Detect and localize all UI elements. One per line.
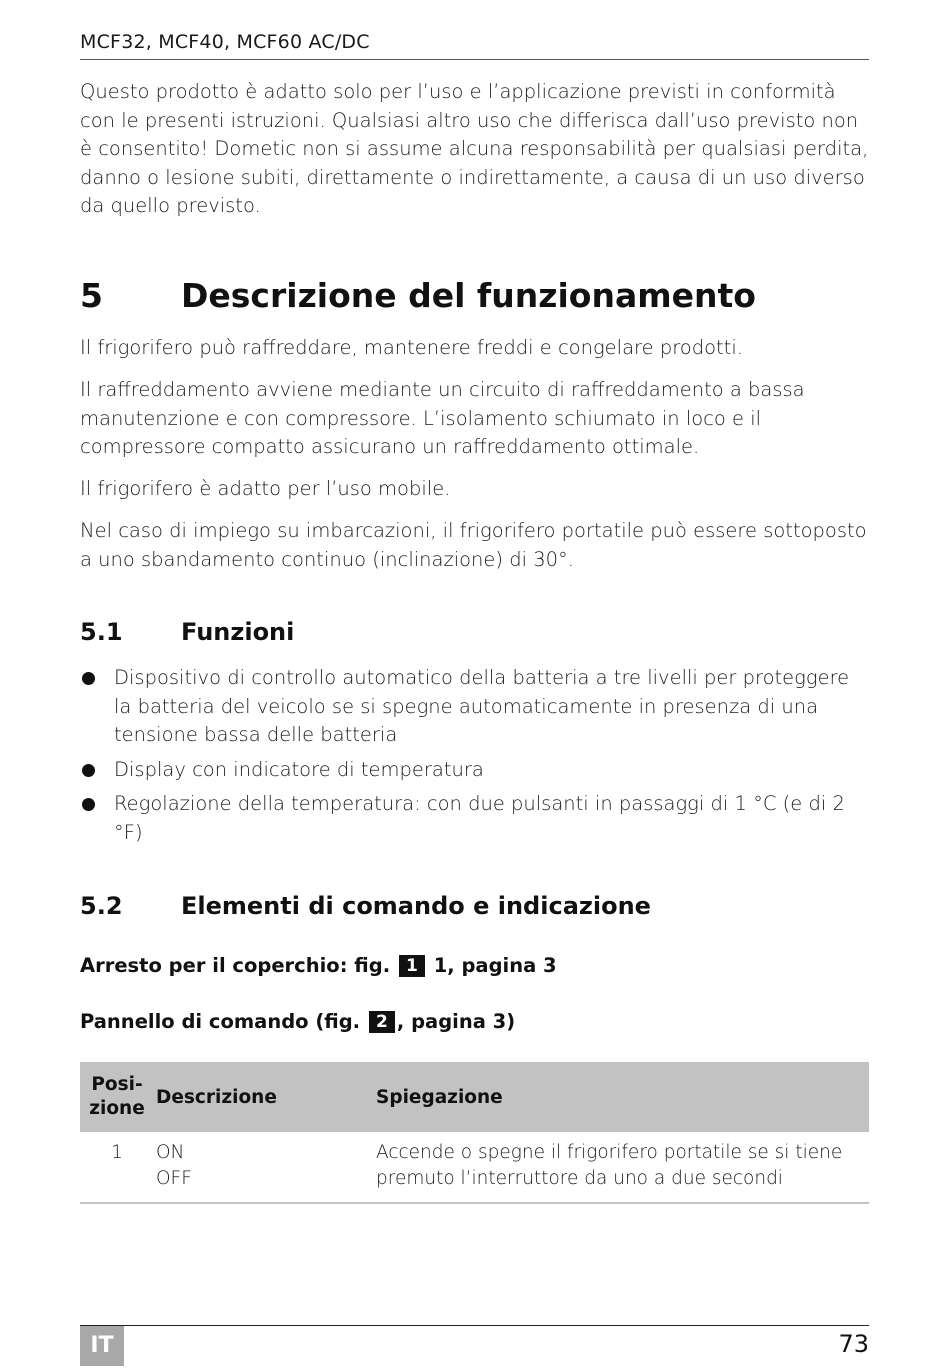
section-5-2-number: 5.2	[80, 892, 123, 920]
description-off: OFF	[156, 1168, 192, 1189]
bullet-icon	[82, 764, 95, 777]
section-5-paragraph-3: Il frigorifero è adatto per l’uso mobile.	[80, 477, 451, 500]
section-5-paragraph-4: Nel caso di impiego su imbarcazioni, il frigorifero portatile può essere sottoposto a uno sbandamento continuo (inclinazione) di 30°.	[80, 519, 867, 571]
figure-2-badge: 2	[369, 1011, 395, 1033]
bullet-icon	[82, 672, 95, 685]
lid-lock-suffix: 1, pagina 3	[433, 954, 557, 977]
lid-lock-reference	[80, 953, 869, 979]
language-tab: IT	[80, 1326, 124, 1366]
intro-paragraph: Questo prodotto è adatto solo per l’uso e l’applicazione previsti in conformità con le presenti istruzioni. Qualsiasi altro uso che differisca dall’uso previsto non è consentito! Dometic non si assume alcuna responsabilità per qualsiasi perdita, danno o lesione subiti, direttamente o indirettamente, a causa di un uso diverso da quello previsto.	[80, 80, 869, 217]
controls-table	[80, 1062, 869, 1204]
list-item-text: Display con indicatore di temperatura	[114, 757, 484, 781]
bullet-icon	[82, 798, 95, 811]
section-5-paragraph-2: Il raffreddamento avviene mediante un circuito di raffreddamento a bassa manutenzione e con compressore. L’isolamento schiumato in loco e il compressore compatto assicurano un raffreddamento ottimale.	[80, 378, 805, 458]
section-5-number: 5	[80, 276, 103, 315]
column-header-description: Descrizione	[154, 1062, 376, 1132]
running-header: MCF32, MCF40, MCF60 AC/DC	[80, 31, 869, 60]
list-item-text: Dispositivo di controllo automatico della batteria a tre livelli per proteggere la batteria del veicolo se si spegne automaticamente in presenza di una tensione bassa delle batteria	[114, 666, 850, 746]
footer-divider	[80, 1325, 869, 1326]
functions-list	[80, 664, 869, 853]
figure-1-badge: 1	[399, 955, 425, 977]
list-item-text: Regolazione della temperatura: con due pulsanti in passaggi di 1 °C (e di 2 °F)	[114, 792, 845, 844]
lid-lock-prefix: Arresto per il coperchio: fig.	[80, 954, 391, 977]
column-header-explanation: Spiegazione	[376, 1062, 869, 1132]
cell-explanation: Accende o spegne il frigorifero portatile se si tiene premuto l’interruttore da uno a due secondi	[376, 1132, 869, 1203]
page-number: 73	[838, 1330, 869, 1358]
section-5-paragraph-1: Il frigorifero può raffreddare, mantenere freddi e congelare prodotti.	[80, 336, 743, 359]
section-5-2-heading	[80, 891, 869, 921]
section-5-2-title: Elementi di comando e indicazione	[181, 892, 651, 920]
section-5-1-heading	[80, 617, 869, 647]
column-header-position	[80, 1062, 154, 1132]
position-header-text: Posi- zione	[89, 1074, 145, 1119]
table-header-row	[80, 1062, 869, 1132]
list-item	[80, 664, 869, 750]
table-row	[80, 1132, 869, 1203]
section-5-title: Descrizione del funzionamento	[181, 276, 756, 315]
list-item	[80, 756, 869, 785]
control-panel-prefix: Pannello di comando (fig.	[80, 1010, 361, 1033]
list-item	[80, 790, 869, 847]
section-5-1-number: 5.1	[80, 618, 123, 646]
control-panel-reference	[80, 1009, 869, 1035]
cell-position: 1	[80, 1132, 154, 1203]
section-5-1-title: Funzioni	[181, 618, 295, 646]
description-on: ON	[156, 1142, 185, 1163]
cell-description	[154, 1132, 376, 1203]
control-panel-suffix: , pagina 3)	[396, 1010, 516, 1033]
section-5-heading	[80, 276, 869, 316]
